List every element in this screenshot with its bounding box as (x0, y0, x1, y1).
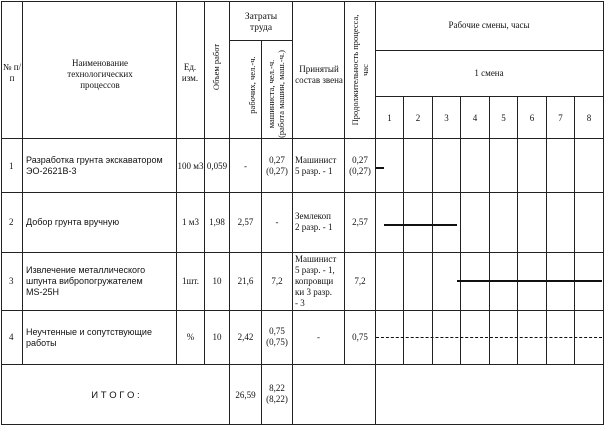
row-volume: 0,059 (206, 161, 228, 171)
gantt-bar (457, 280, 602, 282)
grid-line (1, 138, 604, 139)
row-duration: 2,57 (352, 217, 368, 227)
grid-line (261, 40, 262, 424)
row-crew: 5 разр. - 1, (295, 265, 335, 275)
row-name: шпунта вибропогружателем (26, 276, 143, 286)
row-name: Извлечение металлического (26, 265, 146, 275)
gantt-bar-dashed (376, 337, 602, 338)
total-machinists: 8,22 (269, 383, 285, 393)
hour-label: 5 (501, 113, 506, 123)
header-workers: рабочих, чел.-ч. (247, 56, 257, 114)
row-machinists: - (275, 217, 279, 227)
hour-label: 1 (387, 113, 392, 123)
row-volume: 1,98 (209, 217, 225, 227)
hour-label: 8 (586, 113, 592, 123)
row-name: ЭО-2621В-3 (26, 166, 77, 176)
row-unit: 1 м3 (182, 217, 199, 227)
row-duration: 0,27 (352, 155, 368, 165)
header-volume: Объем работ (211, 43, 221, 91)
grid-line (574, 96, 575, 364)
grid-line (204, 1, 205, 364)
hour-label: 2 (415, 113, 421, 123)
grid-line (22, 1, 23, 364)
row-crew: ки 3 разр. (295, 287, 332, 297)
total-machinists: (8,22) (266, 394, 288, 404)
row-workers: 21,6 (237, 276, 254, 286)
row-machinists: 7,2 (271, 276, 283, 286)
total-workers: 26,59 (235, 390, 256, 400)
header-name: Наименование технологических процессов (67, 58, 133, 90)
header-machinists: машиниста, чел.-ч. (работа машин, маш.-ч.) (266, 50, 286, 138)
row-name: Разработка грунта экскаватором (26, 155, 163, 165)
row-crew: Машинист (295, 254, 337, 264)
row-duration: 7,2 (354, 276, 366, 286)
row-name: работы (26, 338, 57, 348)
row-num: 1 (9, 161, 14, 171)
grid-line (229, 1, 230, 424)
header-num: № п/п (2, 62, 22, 83)
row-crew: 2 разр. - 1 (295, 222, 333, 232)
row-volume: 10 (212, 332, 222, 342)
row-name: MS-25H (26, 287, 60, 297)
grid-line (1, 1, 604, 2)
grid-line (344, 1, 345, 364)
grid-line (517, 96, 518, 364)
hour-label: 3 (444, 113, 449, 123)
grid-line (375, 50, 604, 51)
grid-line (176, 1, 177, 364)
row-name: Добор грунта вручную (26, 217, 120, 227)
row-workers: 2,57 (237, 217, 254, 227)
gantt-bar (376, 167, 384, 169)
header-labor: Затраты труда (244, 12, 278, 33)
row-machinists: 0,27 (269, 155, 285, 165)
row-duration: (0,27) (349, 166, 371, 176)
row-crew: - 3 (295, 298, 305, 308)
row-unit: 1шт. (182, 276, 199, 286)
grid-line (403, 96, 404, 364)
grid-line (375, 1, 376, 424)
grid-line (1, 252, 604, 253)
row-duration: 0,75 (352, 332, 368, 342)
grid-line (1, 192, 604, 193)
row-machinists: (0,75) (266, 337, 288, 347)
total-label: И Т О Г О : (91, 390, 140, 401)
row-machinists: 0,75 (269, 326, 285, 336)
hour-label: 6 (529, 113, 535, 123)
hour-label: 7 (558, 113, 563, 123)
grid-line (546, 96, 547, 364)
row-machinists: (0,27) (266, 166, 288, 176)
row-unit: 100 м3 (177, 161, 204, 171)
grid-line (460, 96, 461, 364)
row-crew: - (317, 332, 320, 342)
grid-line (432, 96, 433, 364)
row-workers: 2,42 (237, 332, 254, 342)
row-num: 2 (9, 217, 14, 227)
grid-line (292, 1, 293, 424)
hour-label: 4 (472, 113, 478, 123)
row-crew: 5 разр. - 1 (295, 166, 333, 176)
row-num: 4 (9, 332, 14, 342)
grid-line (1, 364, 604, 365)
row-name: Неучтенные и сопутствующие (26, 327, 152, 337)
header-unit: Ед. изм. (181, 62, 199, 83)
grid-line (489, 96, 490, 364)
row-unit: % (186, 332, 195, 342)
row-crew: Машинист (295, 155, 337, 165)
grid-line (1, 310, 604, 311)
header-duration: Продолжительность процесса, час (350, 14, 370, 126)
grid-line (603, 1, 604, 424)
header-shifts: Рабочие смены, часы (448, 20, 530, 30)
row-volume: 10 (212, 276, 222, 286)
row-workers: - (244, 161, 247, 171)
grid-line (1, 424, 604, 425)
row-num: 3 (9, 276, 14, 286)
header-crew: Принятый состав звена (295, 64, 343, 85)
row-crew: Землекоп (295, 211, 331, 221)
gantt-bar (384, 224, 457, 226)
row-crew: копровщи (295, 276, 334, 286)
header-shift-1: 1 смена (474, 68, 504, 78)
